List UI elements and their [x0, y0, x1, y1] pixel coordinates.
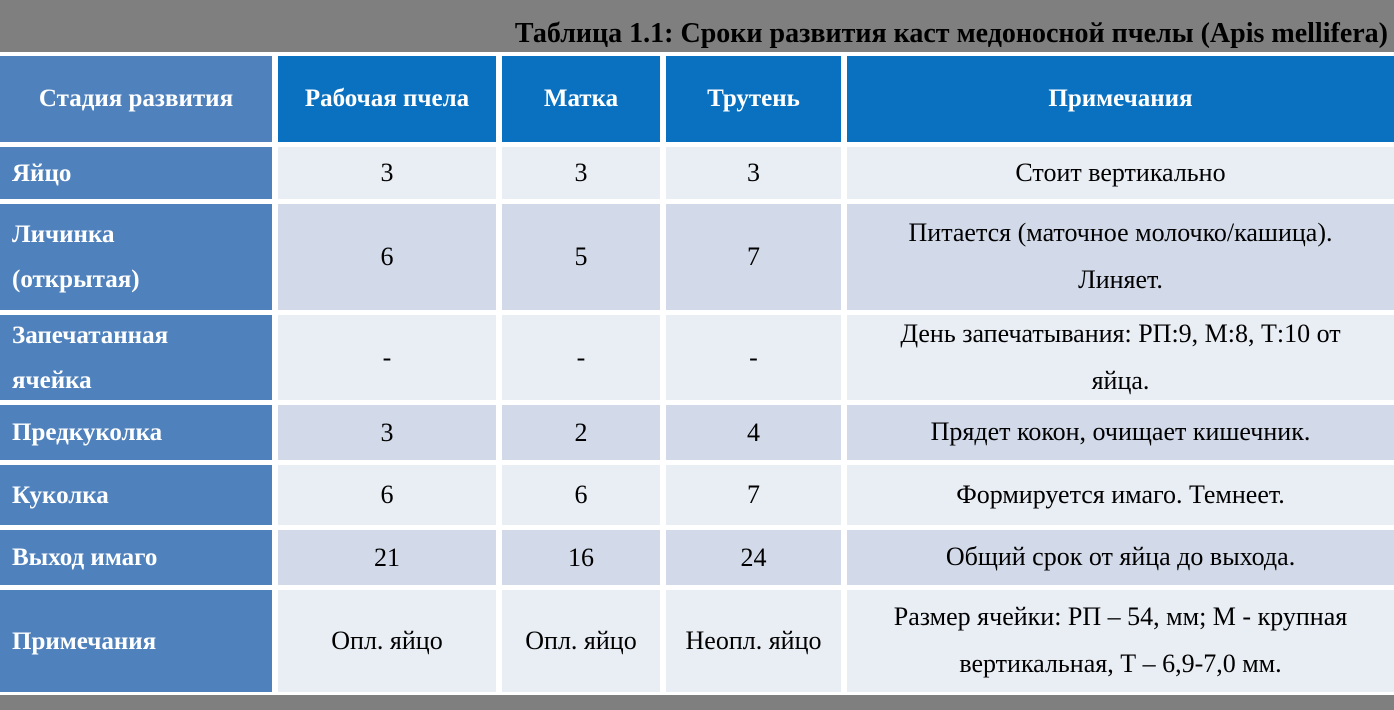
stage-cell: Куколка [0, 465, 272, 525]
column-header-queen: Матка [502, 56, 660, 142]
notes-cell: Прядет кокон, очищает кишечник. [847, 405, 1394, 460]
notes-cell: Размер ячейки: РП – 54, мм; М - крупная вертикальная, Т – 6,9-7,0 мм. [847, 590, 1394, 692]
value-cell: 3 [278, 405, 496, 460]
value-cell: 7 [666, 204, 841, 310]
notes-cell: Формируется имаго. Темнеет. [847, 465, 1394, 525]
stage-cell: Предкуколка [0, 405, 272, 460]
stage-cell: Запечатанная ячейка [0, 315, 272, 400]
value-cell: 3 [666, 147, 841, 199]
value-cell: 21 [278, 530, 496, 585]
notes-cell: Питается (маточное молочко/кашица). Линяет. [847, 204, 1394, 310]
stage-cell: Яйцо [0, 147, 272, 199]
notes-cell: День запечатывания: РП:9, М:8, Т:10 от яйца. [847, 315, 1394, 400]
development-table [0, 52, 1394, 695]
value-cell: 3 [278, 147, 496, 199]
value-cell: Опл. яйцо [278, 590, 496, 692]
value-cell: 5 [502, 204, 660, 310]
value-cell: Неопл. яйцо [666, 590, 841, 692]
value-cell: 7 [666, 465, 841, 525]
value-cell: Опл. яйцо [502, 590, 660, 692]
value-cell: 6 [502, 465, 660, 525]
document-background-bottom [0, 695, 1394, 710]
column-header-stage: Стадия развития [0, 56, 272, 142]
value-cell: - [278, 315, 496, 400]
value-cell: 4 [666, 405, 841, 460]
value-cell: 2 [502, 405, 660, 460]
column-header-worker: Рабочая пчела [278, 56, 496, 142]
document-background-top [0, 0, 1394, 52]
value-cell: 6 [278, 465, 496, 525]
value-cell: 3 [502, 147, 660, 199]
stage-cell: Примечания [0, 590, 272, 692]
table-caption: Таблица 1.1: Сроки развития каст медоносной пчелы (Apis mellifera) [514, 18, 1388, 49]
column-header-notes: Примечания [847, 56, 1394, 142]
notes-cell: Стоит вертикально [847, 147, 1394, 199]
value-cell: 16 [502, 530, 660, 585]
value-cell: - [502, 315, 660, 400]
value-cell: - [666, 315, 841, 400]
value-cell: 24 [666, 530, 841, 585]
stage-cell: Выход имаго [0, 530, 272, 585]
notes-cell: Общий срок от яйца до выхода. [847, 530, 1394, 585]
value-cell: 6 [278, 204, 496, 310]
column-header-drone: Трутень [666, 56, 841, 142]
stage-cell: Личинка (открытая) [0, 204, 272, 310]
